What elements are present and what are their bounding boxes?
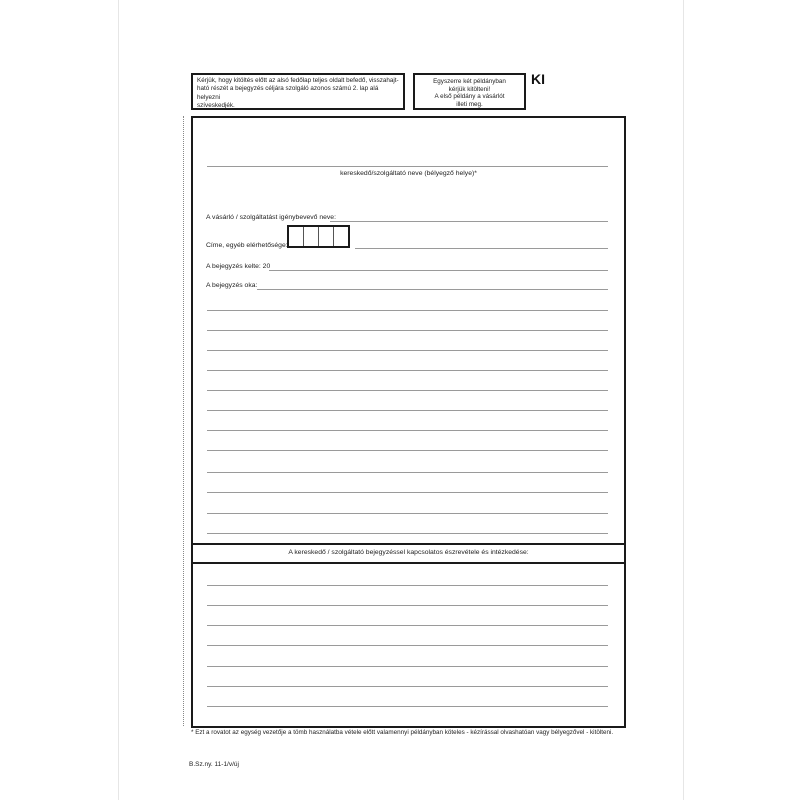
copy-line-1: Egyszerre két példányban — [433, 78, 506, 85]
reason-label: A bejegyzés oka: — [206, 282, 258, 289]
reason-line[interactable] — [207, 533, 608, 534]
section-divider-top — [191, 543, 626, 545]
instruction-note — [191, 73, 405, 110]
reason-line[interactable] — [207, 350, 608, 351]
postal-code-digit[interactable] — [289, 227, 304, 246]
reason-line[interactable] — [207, 330, 608, 331]
reason-line[interactable] — [207, 390, 608, 391]
copy-marker: KI — [531, 71, 545, 87]
form-code: B.Sz.ny. 11-1/v/új — [189, 761, 239, 768]
merchant-section-title: A kereskedő / szolgáltató bejegyzéssel kapcsolatos észrevétele és intézkedése: — [288, 549, 529, 556]
footnote: * Ezt a rovatot az egység vezetője a tömb használatba vétele előtt valamennyi példányban köteles - kézírással olvashatóan vagy bélyegzővel - kitölteni. — [191, 729, 614, 736]
postal-code-boxes[interactable] — [287, 225, 350, 248]
postal-code-digit[interactable] — [319, 227, 334, 246]
reason-line[interactable] — [207, 513, 608, 514]
stamp-caption: kereskedő/szolgáltató neve (bélyegző helye)* — [340, 170, 477, 177]
perforation-line — [183, 116, 184, 726]
reason-line[interactable] — [207, 430, 608, 431]
address-field[interactable] — [355, 248, 608, 249]
copy-line-3: A első példány a vásárlót — [434, 93, 505, 100]
copy-instruction-box — [413, 73, 526, 110]
stamp-line — [207, 166, 608, 167]
copy-line-4: illeti meg. — [456, 100, 483, 108]
customer-name-label: A vásárló / szolgáltatást igénybevevő neve: — [206, 214, 336, 221]
date-label: A bejegyzés kelte: 20 — [206, 263, 271, 270]
form-frame — [191, 116, 626, 728]
instruction-line-3: szíveskedjék. — [197, 102, 235, 110]
reason-line[interactable] — [207, 310, 608, 311]
merchant-response-line[interactable] — [207, 585, 608, 586]
postal-code-digit[interactable] — [334, 227, 348, 246]
reason-line[interactable] — [207, 370, 608, 371]
reason-line[interactable] — [207, 472, 608, 473]
instruction-line-1: Kérjük, hogy kitöltés előtt az alsó fedőlap teljes oldalt befedő, visszahajt- — [197, 77, 399, 84]
reason-line[interactable] — [207, 492, 608, 493]
merchant-response-line[interactable] — [207, 625, 608, 626]
merchant-response-line[interactable] — [207, 605, 608, 606]
address-label: Címe, egyéb elérhetősége: — [206, 242, 288, 249]
copy-line-2: kérjük kitölteni! — [448, 85, 491, 93]
merchant-response-line[interactable] — [207, 706, 608, 707]
merchant-response-line[interactable] — [207, 645, 608, 646]
merchant-response-line[interactable] — [207, 666, 608, 667]
postal-code-digit[interactable] — [304, 227, 319, 246]
date-field[interactable] — [269, 270, 608, 271]
merchant-response-line[interactable] — [207, 686, 608, 687]
reason-line[interactable] — [207, 410, 608, 411]
reason-line[interactable] — [207, 450, 608, 451]
reason-field[interactable] — [257, 289, 608, 290]
customer-name-field[interactable] — [330, 221, 608, 222]
section-divider-bottom — [191, 562, 626, 564]
instruction-line-2: ható részét a bejegyzés céljára szolgáló azonos számú 2. lap alá helyezni — [197, 85, 379, 101]
